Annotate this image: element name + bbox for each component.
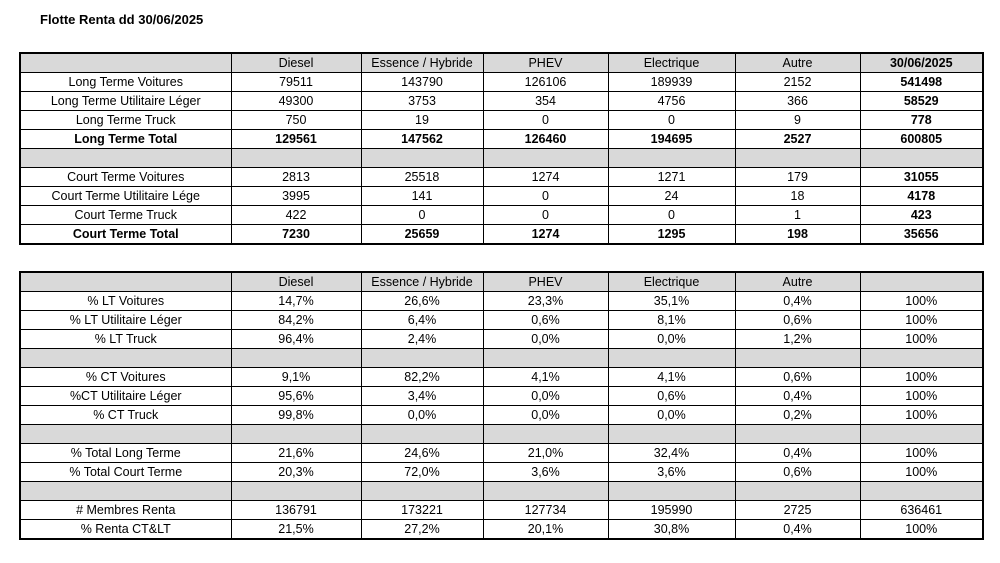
row-label: % CT Voitures [20, 368, 231, 387]
value-cell: 0 [483, 206, 608, 225]
separator-cell [608, 149, 735, 168]
separator-cell [231, 425, 361, 444]
value-cell: 422 [231, 206, 361, 225]
table-row [20, 73, 983, 92]
row-label: % LT Voitures [20, 292, 231, 311]
row-label: Court Terme Utilitaire Lége [20, 187, 231, 206]
value-cell: 0,6% [608, 387, 735, 406]
value-cell: 72,0% [361, 463, 483, 482]
value-cell: 1274 [483, 168, 608, 187]
value-cell: 0 [483, 187, 608, 206]
separator-cell [860, 349, 983, 368]
column-header: Autre [735, 272, 860, 292]
separator-cell [735, 149, 860, 168]
value-cell: 126460 [483, 130, 608, 149]
value-cell: 24 [608, 187, 735, 206]
value-cell: 126106 [483, 73, 608, 92]
value-cell: 0,0% [608, 330, 735, 349]
column-header: PHEV [483, 53, 608, 73]
value-cell: 27,2% [361, 520, 483, 540]
value-cell: 0,6% [735, 311, 860, 330]
row-label: % LT Truck [20, 330, 231, 349]
row-total-cell: 600805 [860, 130, 983, 149]
value-cell: 2813 [231, 168, 361, 187]
value-cell: 179 [735, 168, 860, 187]
value-cell: 0,4% [735, 387, 860, 406]
value-cell: 0,6% [735, 368, 860, 387]
value-cell: 1,2% [735, 330, 860, 349]
row-total-cell: 100% [860, 406, 983, 425]
value-cell: 1274 [483, 225, 608, 245]
value-cell: 0 [483, 111, 608, 130]
table-row [20, 311, 983, 330]
value-cell: 0 [608, 206, 735, 225]
value-cell: 0,6% [483, 311, 608, 330]
row-total-cell: 4178 [860, 187, 983, 206]
separator-cell [735, 482, 860, 501]
column-header [860, 272, 983, 292]
table-row [20, 187, 983, 206]
row-total-cell: 423 [860, 206, 983, 225]
column-header: Electrique [608, 53, 735, 73]
separator-cell [860, 482, 983, 501]
table-row [20, 444, 983, 463]
value-cell: 25659 [361, 225, 483, 245]
row-total-cell: 100% [860, 311, 983, 330]
value-cell: 26,6% [361, 292, 483, 311]
row-label: Long Terme Truck [20, 111, 231, 130]
separator-cell [20, 482, 231, 501]
value-cell: 198 [735, 225, 860, 245]
separator-cell [735, 425, 860, 444]
value-cell: 0,0% [483, 406, 608, 425]
table-row [20, 206, 983, 225]
value-cell: 8,1% [608, 311, 735, 330]
value-cell: 0,4% [735, 520, 860, 540]
header-row [20, 272, 983, 292]
separator-cell [20, 349, 231, 368]
row-label: % CT Truck [20, 406, 231, 425]
value-cell: 147562 [361, 130, 483, 149]
value-cell: 3995 [231, 187, 361, 206]
value-cell: 24,6% [361, 444, 483, 463]
value-cell: 95,6% [231, 387, 361, 406]
separator-row [20, 349, 983, 368]
value-cell: 0,0% [483, 330, 608, 349]
separator-row [20, 482, 983, 501]
value-cell: 0 [608, 111, 735, 130]
row-total-cell: 100% [860, 387, 983, 406]
separator-cell [231, 349, 361, 368]
separator-cell [361, 482, 483, 501]
separator-cell [483, 349, 608, 368]
row-label: % LT Utilitaire Léger [20, 311, 231, 330]
fleet-count-table [19, 52, 984, 245]
row-total-cell: 100% [860, 292, 983, 311]
separator-cell [361, 149, 483, 168]
value-cell: 82,2% [361, 368, 483, 387]
value-cell: 129561 [231, 130, 361, 149]
value-cell: 2527 [735, 130, 860, 149]
column-header: Essence / Hybride [361, 53, 483, 73]
column-header [20, 53, 231, 73]
column-header: Diesel [231, 272, 361, 292]
separator-cell [231, 149, 361, 168]
value-cell: 96,4% [231, 330, 361, 349]
value-cell: 1295 [608, 225, 735, 245]
value-cell: 25518 [361, 168, 483, 187]
separator-row [20, 425, 983, 444]
value-cell: 0,6% [735, 463, 860, 482]
row-total-cell: 541498 [860, 73, 983, 92]
value-cell: 0,0% [608, 406, 735, 425]
value-cell: 9,1% [231, 368, 361, 387]
row-total-cell: 31055 [860, 168, 983, 187]
column-header: PHEV [483, 272, 608, 292]
row-total-cell: 58529 [860, 92, 983, 111]
value-cell: 2152 [735, 73, 860, 92]
row-label: Long Terme Voitures [20, 73, 231, 92]
row-label: Long Terme Total [20, 130, 231, 149]
value-cell: 0,4% [735, 444, 860, 463]
row-total-cell: 778 [860, 111, 983, 130]
value-cell: 366 [735, 92, 860, 111]
value-cell: 4,1% [483, 368, 608, 387]
total-row [20, 225, 983, 245]
value-cell: 21,5% [231, 520, 361, 540]
row-total-cell: 636461 [860, 501, 983, 520]
page-title: Flotte Renta dd 30/06/2025 [40, 12, 204, 27]
value-cell: 4,1% [608, 368, 735, 387]
row-label: Court Terme Truck [20, 206, 231, 225]
value-cell: 189939 [608, 73, 735, 92]
separator-cell [483, 425, 608, 444]
value-cell: 750 [231, 111, 361, 130]
value-cell: 14,7% [231, 292, 361, 311]
row-total-cell: 100% [860, 444, 983, 463]
value-cell: 0 [361, 206, 483, 225]
value-cell: 99,8% [231, 406, 361, 425]
separator-cell [361, 425, 483, 444]
separator-cell [608, 425, 735, 444]
table-row [20, 368, 983, 387]
column-header: Diesel [231, 53, 361, 73]
separator-cell [231, 482, 361, 501]
row-total-cell: 100% [860, 368, 983, 387]
separator-cell [860, 425, 983, 444]
value-cell: 4756 [608, 92, 735, 111]
column-header: Electrique [608, 272, 735, 292]
separator-cell [860, 149, 983, 168]
value-cell: 3,6% [483, 463, 608, 482]
column-header: Essence / Hybride [361, 272, 483, 292]
row-label: Court Terme Total [20, 225, 231, 245]
row-total-cell: 35656 [860, 225, 983, 245]
value-cell: 3,4% [361, 387, 483, 406]
separator-cell [20, 149, 231, 168]
separator-cell [735, 349, 860, 368]
value-cell: 18 [735, 187, 860, 206]
value-cell: 23,3% [483, 292, 608, 311]
value-cell: 0,4% [735, 292, 860, 311]
value-cell: 2725 [735, 501, 860, 520]
value-cell: 49300 [231, 92, 361, 111]
separator-cell [361, 349, 483, 368]
table-row [20, 520, 983, 540]
value-cell: 9 [735, 111, 860, 130]
value-cell: 0,2% [735, 406, 860, 425]
header-row [20, 53, 983, 73]
value-cell: 19 [361, 111, 483, 130]
value-cell: 20,3% [231, 463, 361, 482]
table-row [20, 168, 983, 187]
row-label: %CT Utilitaire Léger [20, 387, 231, 406]
separator-row [20, 149, 983, 168]
separator-cell [608, 349, 735, 368]
value-cell: 79511 [231, 73, 361, 92]
value-cell: 143790 [361, 73, 483, 92]
column-header [20, 272, 231, 292]
value-cell: 173221 [361, 501, 483, 520]
value-cell: 3,6% [608, 463, 735, 482]
value-cell: 21,6% [231, 444, 361, 463]
total-row [20, 130, 983, 149]
value-cell: 194695 [608, 130, 735, 149]
value-cell: 1271 [608, 168, 735, 187]
value-cell: 2,4% [361, 330, 483, 349]
value-cell: 84,2% [231, 311, 361, 330]
row-total-cell: 100% [860, 330, 983, 349]
table-row [20, 406, 983, 425]
value-cell: 127734 [483, 501, 608, 520]
value-cell: 7230 [231, 225, 361, 245]
value-cell: 3753 [361, 92, 483, 111]
table-row [20, 292, 983, 311]
table-row [20, 387, 983, 406]
table-row [20, 463, 983, 482]
separator-cell [483, 149, 608, 168]
value-cell: 1 [735, 206, 860, 225]
value-cell: 195990 [608, 501, 735, 520]
value-cell: 30,8% [608, 520, 735, 540]
separator-cell [483, 482, 608, 501]
row-label: % Total Court Terme [20, 463, 231, 482]
row-label: % Total Long Terme [20, 444, 231, 463]
column-header: 30/06/2025 [860, 53, 983, 73]
table-row [20, 501, 983, 520]
row-label: Long Terme Utilitaire Léger [20, 92, 231, 111]
row-label: % Renta CT&LT [20, 520, 231, 540]
row-total-cell: 100% [860, 463, 983, 482]
separator-cell [20, 425, 231, 444]
table-row [20, 92, 983, 111]
value-cell: 354 [483, 92, 608, 111]
value-cell: 6,4% [361, 311, 483, 330]
fleet-percentage-table [19, 271, 984, 540]
value-cell: 136791 [231, 501, 361, 520]
value-cell: 32,4% [608, 444, 735, 463]
row-label: # Membres Renta [20, 501, 231, 520]
value-cell: 35,1% [608, 292, 735, 311]
value-cell: 0,0% [361, 406, 483, 425]
separator-cell [608, 482, 735, 501]
value-cell: 20,1% [483, 520, 608, 540]
column-header: Autre [735, 53, 860, 73]
row-total-cell: 100% [860, 520, 983, 540]
value-cell: 21,0% [483, 444, 608, 463]
value-cell: 141 [361, 187, 483, 206]
table-row [20, 330, 983, 349]
table-row [20, 111, 983, 130]
row-label: Court Terme Voitures [20, 168, 231, 187]
value-cell: 0,0% [483, 387, 608, 406]
